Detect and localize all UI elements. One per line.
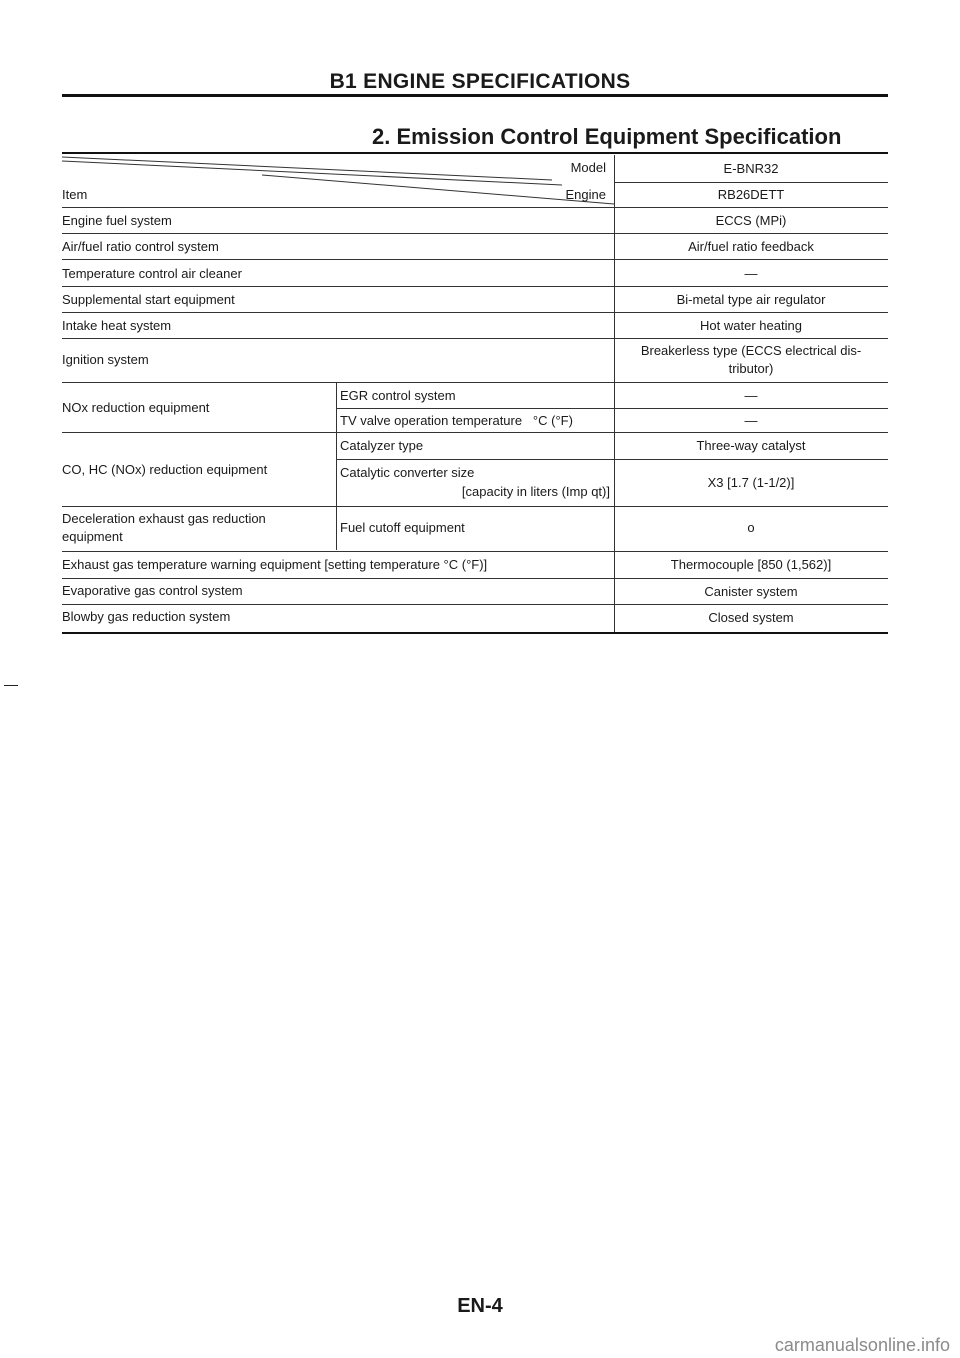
row-item: Intake heat system	[62, 318, 172, 333]
row-value: o	[747, 520, 755, 535]
row-item: Engine fuel system	[62, 213, 172, 228]
sub-column-divider-decel	[336, 507, 337, 550]
row-value: Thermocouple [850 (1,562)]	[670, 557, 832, 572]
row-rule	[62, 551, 888, 552]
sub-label: Fuel cutoff equipment	[340, 520, 465, 535]
model-value: E-BNR32	[723, 161, 779, 176]
row-value: —	[744, 266, 758, 281]
row-rule	[62, 259, 888, 260]
row-rule	[62, 286, 888, 287]
section-title: 2. Emission Control Equipment Specification	[372, 124, 842, 149]
row-rule	[62, 382, 888, 383]
row-item-line1: Deceleration exhaust gas reduction	[62, 511, 266, 526]
row-item: Blowby gas reduction system	[62, 609, 231, 624]
row-item: Temperature control air cleaner	[62, 266, 242, 281]
row-value: —	[744, 388, 758, 403]
row-rule	[62, 207, 888, 208]
header-diagonal-lines	[62, 155, 622, 207]
row-value: ECCS (MPi)	[715, 213, 787, 228]
row-value: X3 [1.7 (1-1/2)]	[707, 475, 795, 490]
row-rule	[614, 182, 888, 183]
row-item: Exhaust gas temperature warning equipment [setting temperature °C (°F)]	[62, 557, 488, 572]
row-item: Evaporative gas control system	[62, 583, 243, 598]
corner-item-label: Item	[62, 187, 88, 202]
row-rule	[62, 432, 888, 433]
row-item: Ignition system	[62, 352, 149, 367]
sub-label: TV valve operation temperature °C (°F)	[340, 413, 573, 428]
corner-model-label: Model	[570, 160, 606, 175]
table-bottom-rule	[62, 632, 888, 634]
row-rule	[336, 459, 888, 460]
page-header-title: B1 ENGINE SPECIFICATIONS	[329, 70, 631, 93]
header-rule	[62, 94, 888, 97]
sub-label: Catalyzer type	[340, 438, 424, 453]
row-value: Bi-metal type air regulator	[676, 292, 826, 307]
row-item: Air/fuel ratio control system	[62, 239, 219, 254]
sub-label: EGR control system	[340, 388, 456, 403]
row-value: Hot water heating	[700, 318, 802, 333]
watermark-text: carmanualsonline.info	[774, 1335, 950, 1355]
row-value: Air/fuel ratio feedback	[688, 239, 814, 254]
row-value: Canister system	[704, 584, 798, 599]
row-item-line2: equipment	[62, 529, 123, 544]
margin-dash	[4, 685, 18, 686]
corner-engine-label: Engine	[565, 187, 606, 202]
table-top-rule	[62, 152, 888, 154]
page-number: EN-4	[457, 1295, 503, 1317]
row-rule	[62, 338, 888, 339]
row-item: CO, HC (NOx) reduction equipment	[62, 462, 268, 477]
row-rule	[62, 312, 888, 313]
row-item: NOx reduction equipment	[62, 400, 210, 415]
row-value-line2: tributor)	[728, 361, 774, 376]
engine-value: RB26DETT	[717, 187, 785, 202]
row-rule	[62, 233, 888, 234]
row-rule	[62, 604, 888, 605]
sub-label-line2: [capacity in liters (Imp qt)]	[461, 484, 610, 499]
row-value: Three-way catalyst	[696, 438, 806, 453]
row-rule	[62, 578, 888, 579]
row-value-line1: Breakerless type (ECCS electrical dis-	[640, 343, 862, 358]
row-rule	[336, 408, 888, 409]
row-item: Supplemental start equipment	[62, 292, 235, 307]
sub-label-line1: Catalytic converter size	[340, 465, 475, 480]
row-value: Closed system	[708, 610, 794, 625]
sub-column-divider-co	[336, 433, 337, 506]
row-value: —	[744, 413, 758, 428]
row-rule	[62, 506, 888, 507]
